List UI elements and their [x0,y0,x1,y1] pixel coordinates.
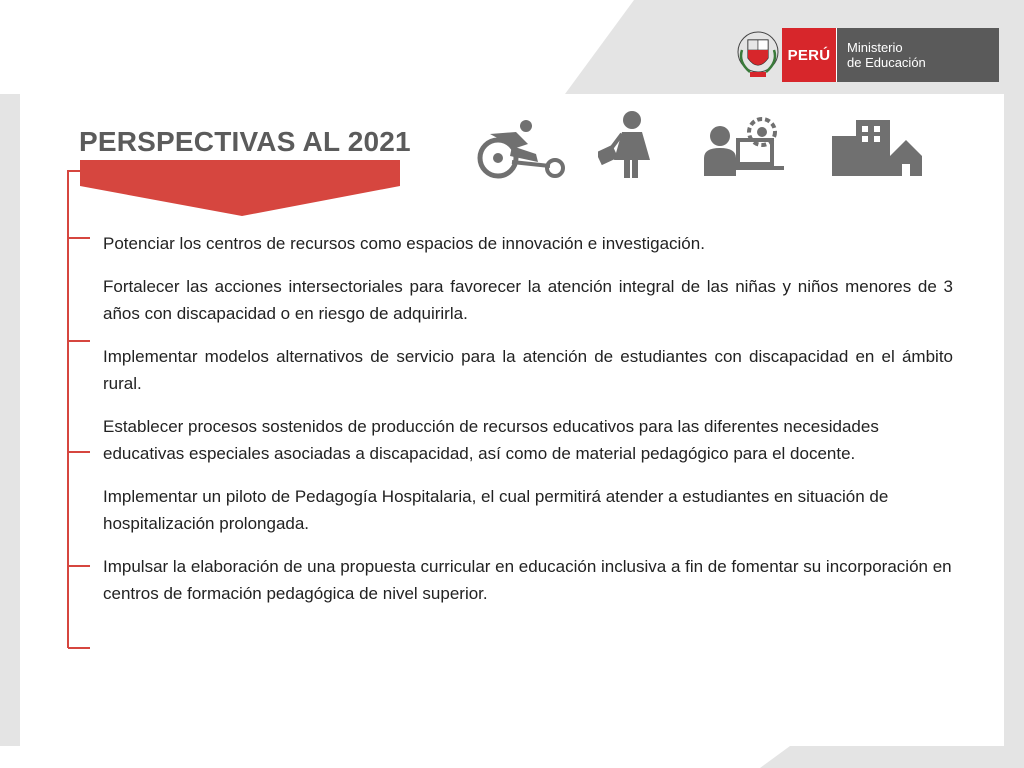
slide-title: PERSPECTIVAS AL 2021 [79,126,411,157]
ministry-logo[interactable] [736,28,999,82]
perspectives-list [103,230,953,623]
wheelchair-athlete-icon [476,118,568,180]
country-label: PERÚ [782,28,836,82]
list-connector [64,170,104,650]
businesswoman-icon [598,110,658,182]
list-item: Impulsar la elaboración de una propuesta curricular en educación inclusiva a fin de fomentar su incorporación en centros de formación pedagógica de nivel superior. [103,557,952,603]
ministry-line-1: Ministerio [847,40,903,55]
list-item: Implementar un piloto de Pedagogía Hospitalaria, el cual permitirá atender a estudiantes en situación de hospitalización prolongada. [103,487,889,533]
title-banner [80,160,402,218]
list-item: Establecer procesos sostenidos de producción de recursos educativos para las diferentes necesidades educativas especiales asociadas a discapacidad, así como de material pedagógico para el docente. [103,417,879,463]
ministry-label [836,28,999,82]
buildings-icon [832,120,922,176]
list-item: Potenciar los centros de recursos como espacios de innovación e investigación. [103,234,705,253]
icon-row [476,108,916,184]
slide-card [20,94,1004,746]
ministry-line-2: de Educación [847,55,926,70]
coat-of-arms-icon [736,28,780,82]
person-at-computer-icon [702,116,792,180]
list-item: Implementar modelos alternativos de servicio para la atención de estudiantes con discapacidad en el ámbito rural. [103,347,953,393]
list-item: Fortalecer las acciones intersectoriales para favorecer la atención integral de las niñas y niños menores de 3 años con discapacidad o en riesgo de adquirirla. [103,277,953,323]
